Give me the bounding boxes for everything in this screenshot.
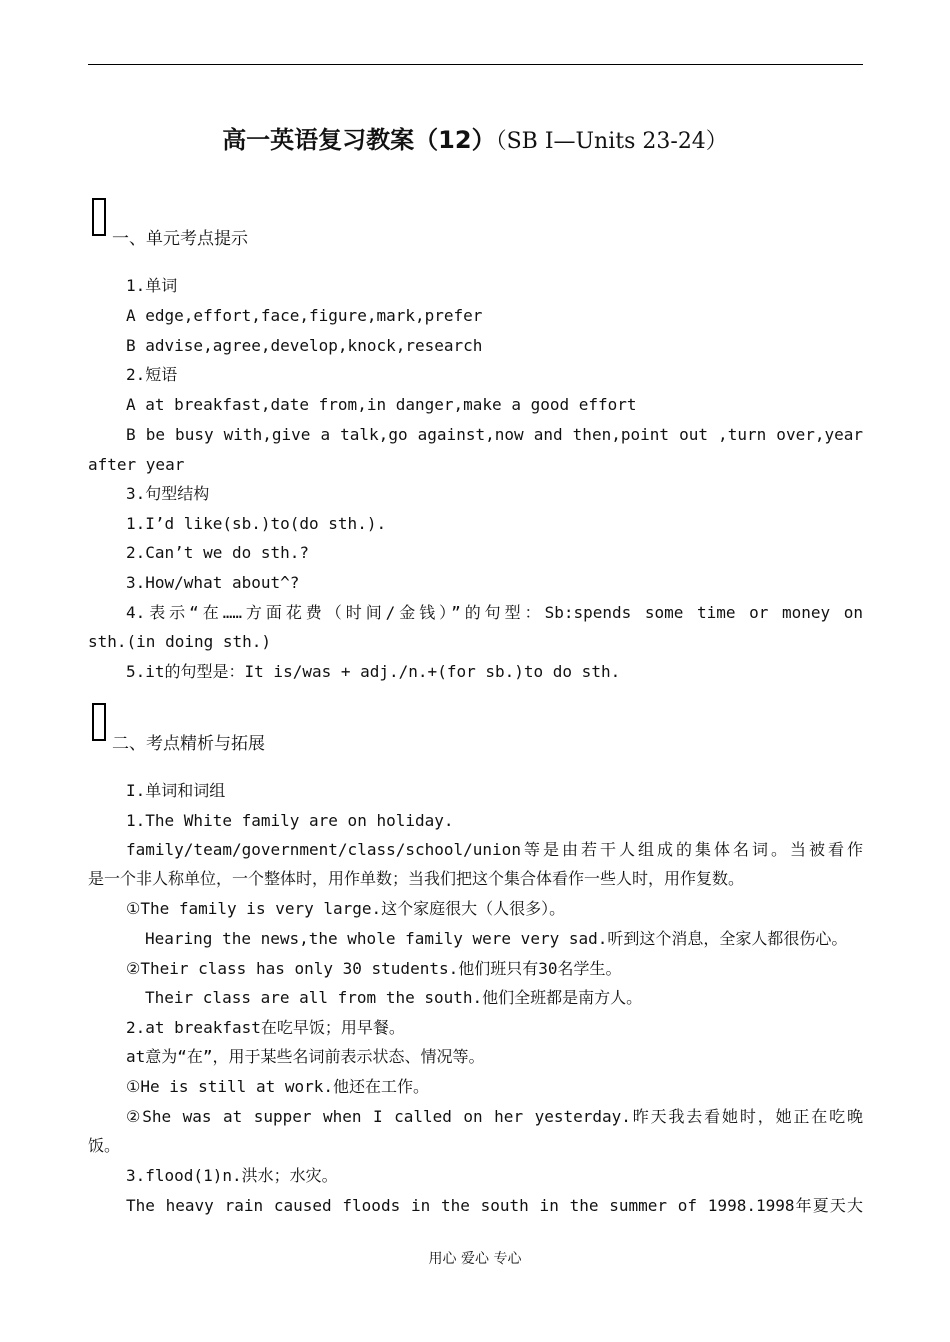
section2-heading: 二、考点精析与拓展 <box>112 734 265 754</box>
item-2-note: at意为“在”，用于某些名词前表示状态、情况等。 <box>126 1047 485 1066</box>
pattern-5: 5.it的句型是：It is/was + adj./n.+(for sb.)to do sth. <box>126 662 621 681</box>
item-1-note: family/team/government/class/school/union等是由若干人组成的集体名词。当被看作 <box>126 840 863 859</box>
example-3: ①He is still at work.他还在工作。 <box>126 1077 430 1096</box>
section-marker-box <box>92 703 106 741</box>
item-1: 1.The White family are on holiday. <box>126 811 454 830</box>
vocab-a: A edge,effort,face,figure,mark,prefer <box>126 306 483 325</box>
pattern-heading: 3.句型结构 <box>126 484 210 503</box>
phrase-heading: 2.短语 <box>126 365 178 384</box>
page-title <box>0 120 950 155</box>
phrase-b: B be busy with,give a talk,go against,now and then,point out ,turn over,year <box>126 425 863 444</box>
words-heading: I.单词和词组 <box>126 781 226 800</box>
example-1a: ①The family is very large.这个家庭很大（人很多）。 <box>126 899 566 918</box>
example-2b: Their class are all from the south.他们全班都是南方人。 <box>145 988 643 1007</box>
pattern-4-cont: sth.(in doing sth.) <box>88 632 272 651</box>
item-2: 2.at breakfast在吃早饭；用早餐。 <box>126 1018 405 1037</box>
vocab-heading: 1.单词 <box>126 276 178 295</box>
title-english: （SB I—Units 23-24） <box>495 129 728 154</box>
page-footer: 用心 爱心 专心 <box>428 1251 522 1267</box>
section1-heading: 一、单元考点提示 <box>112 229 248 249</box>
phrase-a: A at breakfast,date from,in danger,make a good effort <box>126 395 637 414</box>
phrase-b-cont: after year <box>88 455 185 474</box>
item-3: 3.flood(1)n.洪水；水灾。 <box>126 1166 338 1185</box>
item-1-note-cont: 是一个非人称单位，一个整体时，用作单数；当我们把这个集合体看作一些人时，用作复数。 <box>88 869 745 888</box>
header-rule <box>88 64 863 65</box>
pattern-2: 2.Can’t we do sth.? <box>126 543 310 562</box>
example-4: ②She was at supper when I called on her yesterday.昨天我去看她时，她正在吃晚 <box>126 1107 863 1126</box>
section-marker-box <box>92 198 106 236</box>
title-chinese: 高一英语复习教案（12） <box>222 126 496 154</box>
vocab-b: B advise,agree,develop,knock,research <box>126 336 483 355</box>
pattern-4: 4.表示“在……方面花费（时间/金钱）”的句型：Sb:spends some time or money on <box>126 603 863 622</box>
example-5: The heavy rain caused floods in the south in the summer of 1998.1998年夏天大 <box>126 1196 863 1215</box>
pattern-3: 3.How/what about^? <box>126 573 300 592</box>
example-4-cont: 饭。 <box>88 1136 121 1155</box>
example-2a: ②Their class has only 30 students.他们班只有30名学生。 <box>126 959 622 978</box>
pattern-1: 1.I’d like(sb.)to(do sth.). <box>126 514 387 533</box>
example-1b: Hearing the news,the whole family were very sad.听到这个消息，全家人都很伤心。 <box>145 929 848 948</box>
